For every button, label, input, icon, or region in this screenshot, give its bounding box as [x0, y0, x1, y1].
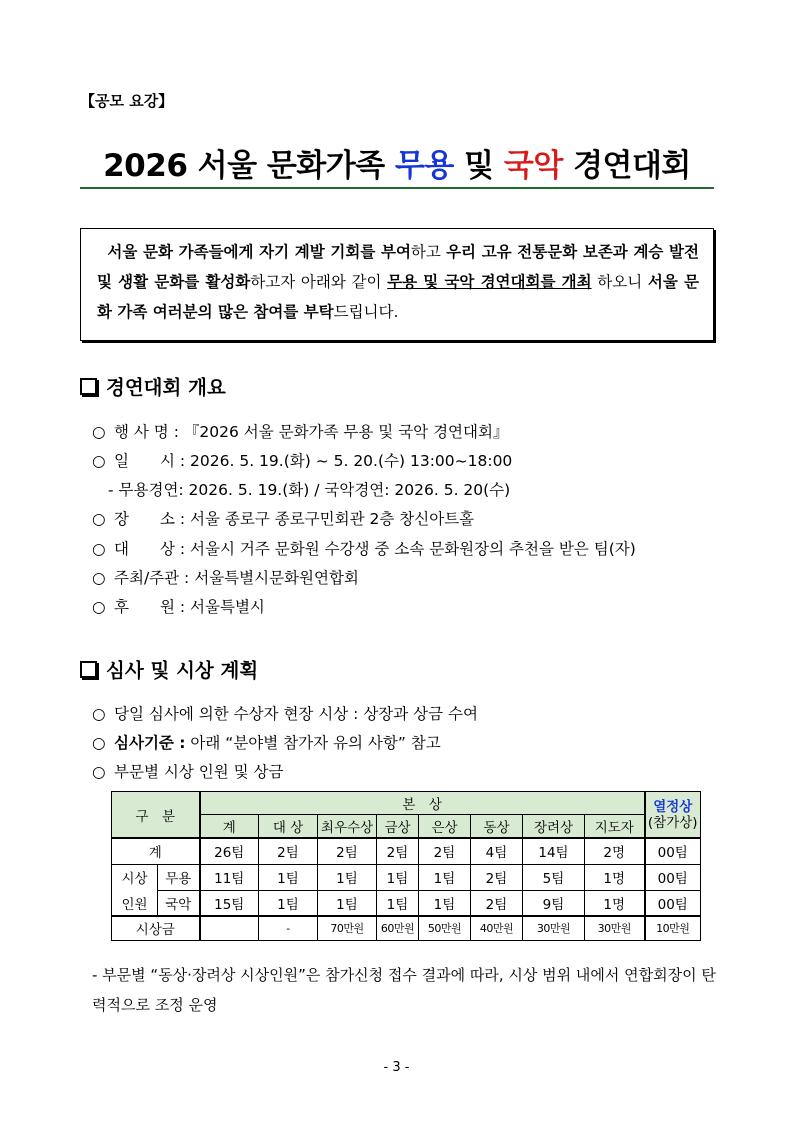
judging-line-1 [92, 702, 478, 724]
title-part2: 경연대회 [562, 148, 691, 184]
table-cell: 1명 [585, 864, 645, 890]
table-cell: 2팀 [318, 838, 377, 864]
table-cell [200, 916, 259, 940]
prize-note: - 부문별 “동상·장려상 시상인원”은 참가신청 접수 결과에 따라, 시상 범위 내에서 연합회장이 탄력적으로 조정 운영 [92, 966, 716, 1014]
table-cell: 1팀 [318, 864, 377, 890]
header-special-prize [645, 792, 701, 839]
row-group-label-2: 인원 [112, 890, 158, 916]
judging-heading [80, 655, 258, 683]
judging-line-3-text: 부문별 시상 인원 및 상금 [114, 763, 284, 781]
notice-tag: 【공모 요강】 [80, 92, 174, 110]
table-cell: 26팀 [200, 838, 259, 864]
table-cell: 30만원 [585, 916, 645, 940]
table-cell: 30만원 [523, 916, 585, 940]
col-header: 지도자 [585, 815, 645, 839]
judging-line-2 [92, 731, 441, 753]
checkbox-bullet-icon [80, 378, 97, 395]
intro-p7: 서울 문화 가족 여러분의 많은 참여를 부탁 [97, 273, 699, 321]
overview-heading-text: 경연대회 개요 [106, 376, 226, 399]
checkbox-bullet-icon [80, 661, 97, 678]
col-header: 동상 [471, 815, 523, 839]
table-cell: 2팀 [259, 838, 318, 864]
row-prize-money-label: 시상금 [112, 916, 200, 940]
item-value: 서울특별시문화원연합회 [194, 569, 359, 587]
table-cell: 4팀 [471, 838, 523, 864]
title-dance: 무용 [394, 148, 454, 184]
title-divider [80, 187, 714, 189]
intro-p3: 우리 고유 전통문화 보존과 계승 발전 및 생활 문화를 활성화 [97, 243, 700, 291]
table-cell: 1팀 [419, 890, 471, 916]
table-cell: 2명 [585, 838, 645, 864]
table-cell: 00팀 [645, 864, 701, 890]
col-header: 최우수상 [318, 815, 377, 839]
col-header: 계 [200, 815, 259, 839]
judging-line-1-text: 당일 심사에 의한 수상자 현장 시상 : 상장과 상금 수여 [114, 705, 478, 723]
item-value: 서울시 거주 문화원 수강생 중 소속 문화원장의 추천을 받은 팀(자) [190, 540, 636, 558]
table-cell: 1명 [585, 890, 645, 916]
intro-p8: 드립니다. [333, 303, 399, 321]
special-label: 열정상 [653, 798, 693, 815]
row-music-label: 국악 [158, 890, 200, 916]
item-label: 장 소 [114, 510, 175, 528]
item-value: 서울특별시 [190, 598, 265, 616]
title-part1: 2026 서울 문화가족 [103, 148, 395, 184]
item-label: 후 원 [114, 598, 175, 616]
table-cell: 00팀 [645, 890, 701, 916]
overview-event-name: ○ 행 사 명 : 『2026 서울 문화가족 무용 및 국악 경연대회』 [92, 420, 508, 442]
overview-target: ○ 대 상 : 서울시 거주 문화원 수강생 중 소속 문화원장의 추천을 받은 팀(자) [92, 537, 636, 559]
title-mid: 및 [453, 148, 504, 184]
table-cell: 1팀 [377, 890, 419, 916]
table-cell: 1팀 [377, 864, 419, 890]
table-cell: 1팀 [419, 864, 471, 890]
row-total-label: 계 [112, 838, 200, 864]
item-label: 일 시 [114, 452, 175, 470]
intro-p5: 무용 및 국악 경연대회를 개최 [387, 273, 592, 291]
col-header: 대 상 [259, 815, 318, 839]
table-cell: 1팀 [259, 864, 318, 890]
row-dance-label: 무용 [158, 864, 200, 890]
row-group-label-1: 시상 [112, 864, 158, 890]
circle-bullet: ○ [92, 569, 106, 587]
page-title [80, 140, 714, 185]
intro-box [80, 228, 714, 341]
intro-p6: 하오니 [591, 273, 648, 291]
overview-date: ○ 일 시 : 2026. 5. 19.(화) ~ 5. 20.(수) 13:00~18:00 [92, 449, 512, 471]
overview-venue: ○ 장 소 : 서울 종로구 종로구민회관 2층 창신아트홀 [92, 507, 474, 529]
intro-p4: 하고자 아래와 같이 [250, 273, 388, 291]
col-header: 은상 [419, 815, 471, 839]
table-cell: 50만원 [419, 916, 471, 940]
overview-sponsor: ○ 후 원 : 서울특별시 [92, 595, 265, 617]
overview-sub-date: - 무용경연: 2026. 5. 19.(화) / 국악경연: 2026. 5. 20(수) [108, 481, 511, 499]
table-cell: 1팀 [259, 890, 318, 916]
table-cell: 5팀 [523, 864, 585, 890]
overview-heading [80, 372, 226, 400]
page-number: - 3 - [383, 1060, 410, 1075]
table-cell: 70만원 [318, 916, 377, 940]
table-cell: 2팀 [377, 838, 419, 864]
table-cell: 10만원 [645, 916, 701, 940]
col-header: 장려상 [523, 815, 585, 839]
circle-bullet: ○ [92, 423, 106, 441]
table-cell: 14팀 [523, 838, 585, 864]
circle-bullet: ○ [92, 705, 106, 723]
table-cell: 60만원 [377, 916, 419, 940]
table-cell: 1팀 [318, 890, 377, 916]
overview-host: ○ 주최/주관 : 서울특별시문화원연합회 [92, 566, 359, 588]
circle-bullet: ○ [92, 540, 106, 558]
judging-criteria-label: 심사기준 : [114, 734, 186, 752]
intro-p2: 하고 [410, 243, 447, 261]
col-header: 금상 [377, 815, 419, 839]
circle-bullet: ○ [92, 452, 106, 470]
table-cell: - [259, 916, 318, 940]
table-cell: 15팀 [200, 890, 259, 916]
prize-table [111, 791, 701, 941]
item-value: 『2026 서울 문화가족 무용 및 국악 경연대회』 [183, 423, 509, 441]
title-music: 국악 [503, 148, 563, 184]
intro-p1: 서울 문화 가족들에게 자기 계발 기회를 부여 [107, 243, 411, 261]
special-sub-label: (참가상) [647, 814, 698, 831]
item-label: 주최/주관 [114, 569, 180, 587]
judging-heading-text: 심사 및 시상 계획 [106, 659, 259, 682]
circle-bullet: ○ [92, 763, 106, 781]
item-label: 행 사 명 [114, 423, 169, 441]
header-main-prize: 본 상 [200, 792, 645, 815]
table-cell: 2팀 [419, 838, 471, 864]
table-cell: 2팀 [471, 864, 523, 890]
header-category: 구 분 [112, 792, 200, 839]
circle-bullet: ○ [92, 598, 106, 616]
item-value: 2026. 5. 19.(화) ~ 5. 20.(수) 13:00~18:00 [190, 452, 513, 470]
table-cell: 9팀 [523, 890, 585, 916]
table-cell: 00팀 [645, 838, 701, 864]
judging-criteria-text: 아래 “분야별 참가자 유의 사항” 참고 [185, 734, 441, 752]
item-label: 대 상 [114, 540, 175, 558]
judging-line-3 [92, 760, 283, 782]
table-cell: 40만원 [471, 916, 523, 940]
table-cell: 2팀 [471, 890, 523, 916]
circle-bullet: ○ [92, 510, 106, 528]
circle-bullet: ○ [92, 734, 106, 752]
item-value: 서울 종로구 종로구민회관 2층 창신아트홀 [190, 510, 475, 528]
table-cell: 11팀 [200, 864, 259, 890]
